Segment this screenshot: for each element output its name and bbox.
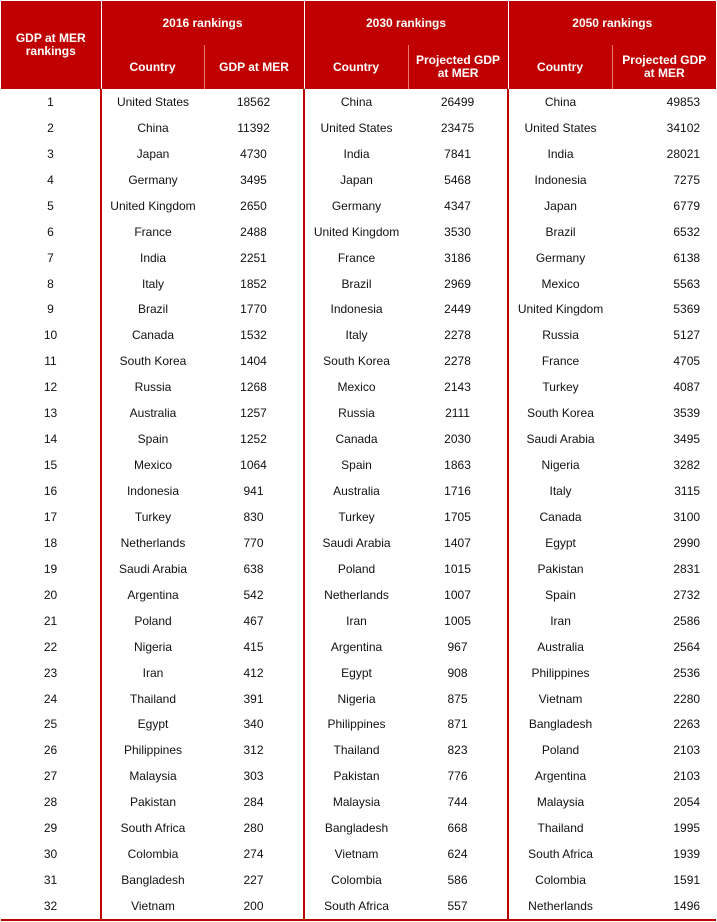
gdp-2050-cell: 2831 <box>673 561 701 576</box>
gdp-2050-cell: 4087 <box>673 380 701 395</box>
country-2016-cell: United States <box>116 94 190 109</box>
gdp-2030-cell: 908 <box>408 660 508 686</box>
rank-cell: 9 <box>1 297 101 323</box>
gdp-2016-cell: 2488 <box>204 219 304 245</box>
country-2050-cell: India <box>547 146 574 161</box>
table-row <box>1 712 716 738</box>
gdp-2030-cell: 3530 <box>408 219 508 245</box>
gdp-2016-cell: 415 <box>204 634 304 660</box>
gdp-2030-cell: 1007 <box>408 582 508 608</box>
rank-cell: 18 <box>1 530 101 556</box>
gdp-2050-cell: 6532 <box>673 224 701 239</box>
rank-cell: 19 <box>1 556 101 582</box>
gdp-2030-cell: 1407 <box>408 530 508 556</box>
gdp-2050-cell: 2564 <box>673 639 701 654</box>
gdp-2016-cell: 770 <box>204 530 304 556</box>
rank-cell: 29 <box>1 815 101 841</box>
gdp-rankings-table <box>1 1 716 921</box>
gdp-2050-cell: 6138 <box>673 250 701 265</box>
country-2016-cell: Pakistan <box>129 795 177 810</box>
country-2030-cell: Indonesia <box>330 302 383 317</box>
country-2030-cell: Spain <box>341 458 372 473</box>
country-2016-cell: Turkey <box>134 509 172 524</box>
country-2050-cell: Thailand <box>537 821 584 836</box>
gdp-2050-cell: 3539 <box>673 406 701 421</box>
gdp-2030-cell: 875 <box>408 686 508 712</box>
country-2016-cell: Russia <box>134 380 172 395</box>
country-2050-cell: China <box>544 94 577 109</box>
gdp-2016-cell: 1257 <box>204 400 304 426</box>
country-2050-cell: Germany <box>535 250 586 265</box>
rank-cell: 31 <box>1 867 101 893</box>
country-2050-cell: Mexico <box>541 276 580 291</box>
table-row <box>1 400 716 426</box>
country-2030-cell: Turkey <box>338 509 375 524</box>
rank-cell: 12 <box>1 374 101 400</box>
rank-cell: 32 <box>1 893 101 920</box>
gdp-2050-cell: 5369 <box>673 302 701 317</box>
country-2030-cell: Colombia <box>331 873 382 888</box>
country-2016-cell: Argentina <box>127 587 179 602</box>
gdp-2050-cell: 3100 <box>673 509 701 524</box>
group-header-2016: 2016 rankings <box>101 1 304 45</box>
table-row <box>1 297 716 323</box>
table-row <box>1 608 716 634</box>
gdp-2016-cell: 280 <box>204 815 304 841</box>
gdp-2016-cell: 303 <box>204 763 304 789</box>
country-2030-cell: Vietnam <box>334 847 379 862</box>
country-2030-cell: India <box>343 146 370 161</box>
country-2016-cell: Vietnam <box>101 893 204 920</box>
gdp-2050-cell: 28021 <box>666 146 701 161</box>
gdp-2050-cell: 2054 <box>673 795 701 810</box>
rank-cell: 26 <box>1 737 101 763</box>
table-row <box>1 686 716 712</box>
country-2016-cell: Nigeria <box>133 639 172 654</box>
gdp-2050-cell: 34102 <box>666 120 701 135</box>
country-2050-cell: Nigeria <box>541 458 580 473</box>
country-2016-cell: India <box>139 250 167 265</box>
country-2030-cell: Japan <box>340 172 373 187</box>
rank-cell: 17 <box>1 504 101 530</box>
gdp-2030-cell: 1716 <box>408 478 508 504</box>
gdp-2030-cell: 668 <box>408 815 508 841</box>
country-2016-cell: Netherlands <box>120 535 186 550</box>
projected-gdp-header-2030: Projected GDP at MER <box>408 45 508 89</box>
country-2050-cell: Turkey <box>542 380 579 395</box>
table-row <box>1 634 716 660</box>
gdp-2016-cell: 412 <box>204 660 304 686</box>
table-row <box>1 556 716 582</box>
gdp-2030-cell: 586 <box>408 867 508 893</box>
rank-cell: 23 <box>1 660 101 686</box>
country-2050-cell: Russia <box>542 328 579 343</box>
table-header <box>1 1 716 89</box>
country-2016-cell: United Kingdom <box>110 198 196 213</box>
gdp-2050-cell: 2536 <box>673 665 701 680</box>
country-2016-cell: South Korea <box>119 354 187 369</box>
gdp-2030-cell: 1015 <box>408 556 508 582</box>
country-2030-cell: Egypt <box>341 665 372 680</box>
country-2050-cell: United States <box>524 120 597 135</box>
country-2030-cell: Poland <box>337 561 376 576</box>
gdp-2030-cell: 23475 <box>408 115 508 141</box>
country-2016-cell: Saudi Arabia <box>118 561 188 576</box>
table-row <box>1 660 716 686</box>
table-row <box>1 737 716 763</box>
gdp-2030-cell: 5468 <box>408 167 508 193</box>
table-body <box>1 89 716 920</box>
country-2050-cell: Egypt <box>545 535 576 550</box>
gdp-2030-cell: 2969 <box>408 271 508 297</box>
gdp-2050-cell: 5563 <box>673 276 701 291</box>
country-2050-cell: Italy <box>549 484 572 499</box>
table-row <box>1 789 716 815</box>
rank-column-header: GDP at MER rankings <box>1 1 101 89</box>
gdp-2016-cell: 312 <box>204 737 304 763</box>
table-row <box>1 245 716 271</box>
country-2050-cell: Vietnam <box>538 691 583 706</box>
country-2030-cell: Iran <box>346 613 367 628</box>
gdp-2050-cell: 2103 <box>673 743 701 758</box>
gdp-2050-cell: 2990 <box>673 535 701 550</box>
country-2030-cell: Philippines <box>327 717 386 732</box>
header-group-row <box>1 1 716 45</box>
gdp-2050-cell: 1995 <box>673 821 701 836</box>
country-2050-cell: Japan <box>544 198 577 213</box>
gdp-2050-cell: 7275 <box>673 172 701 187</box>
country-2030-cell: Brazil <box>341 276 372 291</box>
gdp-2030-cell: 2143 <box>408 374 508 400</box>
table-row <box>1 219 716 245</box>
country-2016-cell: France <box>134 224 172 239</box>
rank-cell: 30 <box>1 841 101 867</box>
country-2050-cell: France <box>541 354 580 369</box>
country-2030-cell: China <box>340 94 373 109</box>
gdp-2050-cell: 3282 <box>673 458 701 473</box>
rank-cell: 20 <box>1 582 101 608</box>
country-2030-cell: Australia <box>333 484 380 499</box>
country-2030-cell: Bangladesh <box>324 821 389 836</box>
rank-cell: 10 <box>1 322 101 348</box>
country-2016-cell: Colombia <box>127 847 179 862</box>
table-row <box>1 271 716 297</box>
rank-cell: 22 <box>1 634 101 660</box>
country-2030-cell: Pakistan <box>333 769 380 784</box>
rank-cell: 11 <box>1 348 101 374</box>
country-2030-cell: France <box>337 250 376 265</box>
gdp-2030-cell: 26499 <box>408 89 508 115</box>
table-row <box>1 115 716 141</box>
country-2030-cell: South Africa <box>304 893 408 920</box>
gdp-2016-cell: 227 <box>204 867 304 893</box>
country-2030-cell: Germany <box>331 198 382 213</box>
table-row <box>1 504 716 530</box>
gdp-2050-cell: 6779 <box>673 198 701 213</box>
gdp-2030-cell: 624 <box>408 841 508 867</box>
table-row <box>1 322 716 348</box>
rank-cell: 1 <box>1 89 101 115</box>
gdp-2016-cell: 1770 <box>204 297 304 323</box>
country-2016-cell: South Africa <box>120 821 186 836</box>
gdp-2016-cell: 340 <box>204 712 304 738</box>
gdp-2030-cell: 4347 <box>408 193 508 219</box>
country-2016-cell: Brazil <box>137 302 168 317</box>
country-2030-cell: South Korea <box>323 354 390 369</box>
country-2050-cell: Spain <box>545 587 576 602</box>
table-row <box>1 374 716 400</box>
gdp-2016-cell: 391 <box>204 686 304 712</box>
country-2050-cell: Brazil <box>545 224 576 239</box>
rank-cell: 2 <box>1 115 101 141</box>
gdp-2016-cell: 1268 <box>204 374 304 400</box>
country-2030-cell: Nigeria <box>337 691 376 706</box>
gdp-2016-cell: 1252 <box>204 426 304 452</box>
gdp-2050-cell: 2103 <box>673 769 701 784</box>
table-row <box>1 530 716 556</box>
country-2030-cell: Russia <box>338 406 375 421</box>
gdp-2030-cell: 7841 <box>408 141 508 167</box>
rank-cell: 6 <box>1 219 101 245</box>
gdp-header-2016: GDP at MER <box>204 45 304 89</box>
country-header-2050: Country <box>508 45 612 89</box>
rank-cell: 3 <box>1 141 101 167</box>
rank-cell: 27 <box>1 763 101 789</box>
country-2050-cell: Poland <box>541 743 580 758</box>
gdp-2016-cell: 830 <box>204 504 304 530</box>
country-2016-cell: Thailand <box>129 691 177 706</box>
gdp-2050-cell: 1496 <box>612 893 716 920</box>
country-2030-cell: Canada <box>335 432 378 447</box>
gdp-2016-cell: 18562 <box>204 89 304 115</box>
gdp-2016-cell: 542 <box>204 582 304 608</box>
country-2016-cell: Indonesia <box>126 484 180 499</box>
country-2050-cell: Argentina <box>534 769 587 784</box>
country-2030-cell: Thailand <box>333 743 380 758</box>
rank-cell: 13 <box>1 400 101 426</box>
header-sub-row <box>1 45 716 89</box>
gdp-2016-cell: 1852 <box>204 271 304 297</box>
gdp-2050-cell: 5127 <box>673 328 701 343</box>
gdp-2016-cell: 4730 <box>204 141 304 167</box>
gdp-2050-cell: 3115 <box>674 484 701 499</box>
gdp-2050-cell: 2263 <box>673 717 701 732</box>
gdp-2016-cell: 467 <box>204 608 304 634</box>
country-2050-cell: Netherlands <box>508 893 612 920</box>
table-row <box>1 141 716 167</box>
table-row <box>1 893 716 920</box>
country-2050-cell: Pakistan <box>537 561 584 576</box>
country-2016-cell: Malaysia <box>129 769 177 784</box>
rank-cell: 28 <box>1 789 101 815</box>
gdp-2016-cell: 1532 <box>204 322 304 348</box>
country-2050-cell: Australia <box>537 639 584 654</box>
country-2030-cell: Malaysia <box>332 795 381 810</box>
gdp-2016-cell: 11392 <box>204 115 304 141</box>
country-header-2016: Country <box>101 45 204 89</box>
gdp-2016-cell: 1404 <box>204 348 304 374</box>
rank-cell: 15 <box>1 452 101 478</box>
country-2050-cell: South Korea <box>527 406 594 421</box>
projected-gdp-header-2050: Projected GDP at MER <box>612 45 716 89</box>
country-2016-cell: Iran <box>142 665 164 680</box>
country-2030-cell: United Kingdom <box>313 224 400 239</box>
table-row <box>1 867 716 893</box>
gdp-2030-cell: 1863 <box>408 452 508 478</box>
country-2030-cell: Saudi Arabia <box>322 535 391 550</box>
country-2050-cell: Iran <box>550 613 571 628</box>
country-2050-cell: South Africa <box>528 847 593 862</box>
country-2016-cell: Italy <box>141 276 164 291</box>
country-2050-cell: Colombia <box>535 873 586 888</box>
gdp-2016-cell: 3495 <box>204 167 304 193</box>
gdp-2030-cell: 2278 <box>408 348 508 374</box>
rank-cell: 7 <box>1 245 101 271</box>
table-row <box>1 582 716 608</box>
country-2016-cell: China <box>137 120 169 135</box>
table-row <box>1 478 716 504</box>
gdp-2030-cell: 744 <box>408 789 508 815</box>
gdp-2030-cell: 557 <box>408 893 508 920</box>
rank-cell: 16 <box>1 478 101 504</box>
gdp-2016-cell: 1064 <box>204 452 304 478</box>
gdp-2030-cell: 967 <box>408 634 508 660</box>
country-2016-cell: Philippines <box>123 743 183 758</box>
rank-cell: 5 <box>1 193 101 219</box>
rank-cell: 4 <box>1 167 101 193</box>
country-2030-cell: United States <box>320 120 393 135</box>
country-2016-cell: Germany <box>128 172 178 187</box>
gdp-2030-cell: 871 <box>408 712 508 738</box>
rank-cell: 14 <box>1 426 101 452</box>
gdp-2016-cell: 200 <box>204 893 304 920</box>
gdp-2050-cell: 2280 <box>673 691 701 706</box>
country-2050-cell: Bangladesh <box>528 717 593 732</box>
country-2016-cell: Australia <box>129 406 177 421</box>
gdp-2030-cell: 2111 <box>408 400 508 426</box>
group-header-2050: 2050 rankings <box>508 1 716 45</box>
gdp-2030-cell: 3186 <box>408 245 508 271</box>
country-2016-cell: Bangladesh <box>121 873 185 888</box>
gdp-2016-cell: 284 <box>204 789 304 815</box>
table-row <box>1 841 716 867</box>
gdp-2016-cell: 2650 <box>204 193 304 219</box>
group-header-2030: 2030 rankings <box>304 1 508 45</box>
gdp-2050-cell: 2732 <box>673 587 701 602</box>
gdp-2030-cell: 776 <box>408 763 508 789</box>
gdp-2050-cell: 1939 <box>673 847 701 862</box>
gdp-2016-cell: 638 <box>204 556 304 582</box>
country-2016-cell: Egypt <box>137 717 169 732</box>
gdp-2030-cell: 2449 <box>408 297 508 323</box>
country-2050-cell: Philippines <box>531 665 590 680</box>
gdp-2030-cell: 2278 <box>408 322 508 348</box>
country-2030-cell: Italy <box>345 328 368 343</box>
gdp-2030-cell: 823 <box>408 737 508 763</box>
country-2016-cell: Poland <box>134 613 172 628</box>
rank-cell: 21 <box>1 608 101 634</box>
country-2050-cell: United Kingdom <box>517 302 604 317</box>
gdp-2030-cell: 1005 <box>408 608 508 634</box>
table-row <box>1 193 716 219</box>
gdp-2030-cell: 1705 <box>408 504 508 530</box>
country-2050-cell: Malaysia <box>536 795 585 810</box>
country-2016-cell: Canada <box>131 328 175 343</box>
gdp-2016-cell: 941 <box>204 478 304 504</box>
gdp-2030-cell: 2030 <box>408 426 508 452</box>
gdp-2016-cell: 2251 <box>204 245 304 271</box>
table-row <box>1 167 716 193</box>
country-2050-cell: Canada <box>539 509 582 524</box>
rank-cell: 8 <box>1 271 101 297</box>
country-2016-cell: Spain <box>137 432 169 447</box>
gdp-2050-cell: 3495 <box>673 432 701 447</box>
country-header-2030: Country <box>304 45 408 89</box>
rank-cell: 24 <box>1 686 101 712</box>
country-2030-cell: Netherlands <box>324 587 389 602</box>
country-2050-cell: Saudi Arabia <box>526 432 595 447</box>
gdp-2050-cell: 4705 <box>673 354 701 369</box>
table-row <box>1 452 716 478</box>
table-row <box>1 815 716 841</box>
table-row <box>1 426 716 452</box>
gdp-2016-cell: 274 <box>204 841 304 867</box>
table-row <box>1 763 716 789</box>
country-2016-cell: Japan <box>136 146 170 161</box>
country-2030-cell: Mexico <box>337 380 376 395</box>
country-2030-cell: Argentina <box>330 639 383 654</box>
country-2050-cell: Indonesia <box>534 172 587 187</box>
gdp-2050-cell: 2586 <box>673 613 701 628</box>
gdp-2050-cell: 1591 <box>673 873 701 888</box>
rank-cell: 25 <box>1 712 101 738</box>
table-row <box>1 348 716 374</box>
gdp-2050-cell: 49853 <box>666 94 701 109</box>
table-row <box>1 89 716 115</box>
country-2016-cell: Mexico <box>133 458 172 473</box>
